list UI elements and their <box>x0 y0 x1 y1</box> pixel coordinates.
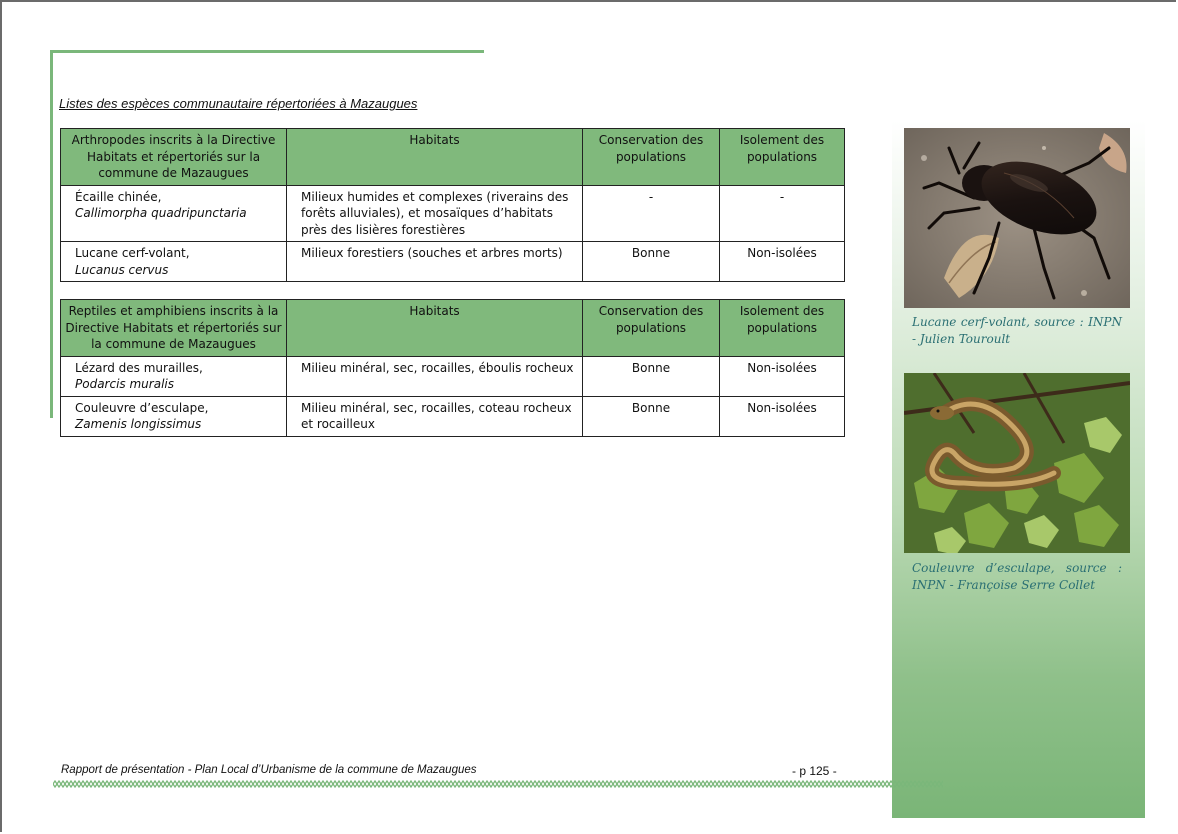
species-common-name: Lucane cerf-volant, <box>75 246 190 260</box>
species-latin-name: Lucanus cervus <box>75 262 169 277</box>
footer-title: Rapport de présentation - Plan Local d’Urbanisme de la commune de Mazaugues <box>61 764 477 776</box>
table-header: Habitats <box>287 129 583 186</box>
habitat-cell: Milieu minéral, sec, rocailles, éboulis rocheux <box>287 356 583 396</box>
species-cell <box>61 396 287 436</box>
table-row <box>61 242 845 282</box>
table-row <box>61 356 845 396</box>
stag-beetle-caption: Lucane cerf-volant, source : INPN - Julien Touroult <box>912 315 1122 346</box>
isolement-cell: Non-isolées <box>720 356 845 396</box>
species-latin-name: Zamenis longissimus <box>75 417 202 431</box>
corner-bracket-top <box>50 50 484 53</box>
species-cell <box>61 242 287 282</box>
section-title: Listes des espèces communautaire répertoriées à Mazaugues <box>59 96 418 111</box>
footer-divider <box>53 780 943 788</box>
table-header: Conservation des populations <box>583 129 720 186</box>
conservation-cell: Bonne <box>583 396 720 436</box>
table-header: Arthropodes inscrits à la Directive Habitats et répertoriés sur la commune de Mazaugues <box>61 129 287 186</box>
isolement-cell: Non-isolées <box>720 242 845 282</box>
conservation-cell: Bonne <box>583 356 720 396</box>
conservation-cell: Bonne <box>583 242 720 282</box>
table-row <box>61 185 845 242</box>
habitat-cell: Milieux forestiers (souches et arbres morts) <box>287 242 583 282</box>
table-row <box>61 396 845 436</box>
species-common-name: Écaille chinée, <box>75 189 162 204</box>
habitat-cell: Milieux humides et complexes (riverains des forêts alluviales), et mosaïques d’habitats près des lisières forestières <box>287 185 583 242</box>
species-cell <box>61 356 287 396</box>
page-number: - p 125 - <box>792 764 837 778</box>
species-common-name: Lézard des murailles, <box>75 360 203 375</box>
species-common-name: Couleuvre d’esculape, <box>75 400 209 415</box>
isolement-cell: - <box>720 185 845 242</box>
arthropods-table <box>60 128 845 282</box>
aesculapian-snake-caption: Couleuvre d’esculape, source : INPN - Françoise Serre Collet <box>912 561 1122 592</box>
reptiles-table <box>60 299 845 437</box>
table-header: Reptiles et amphibiens inscrits à la Directive Habitats et répertoriés sur la commune de Mazaugues <box>61 300 287 357</box>
isolement-cell: Non-isolées <box>720 396 845 436</box>
stag-beetle-photo <box>904 128 1130 308</box>
aesculapian-snake-photo <box>904 373 1130 553</box>
table-header: Conservation des populations <box>583 300 720 357</box>
conservation-cell: - <box>583 185 720 242</box>
table-header: Isolement des populations <box>720 129 845 186</box>
habitat-cell: Milieu minéral, sec, rocailles, coteau rocheux et rocailleux <box>287 396 583 436</box>
table-header: Habitats <box>287 300 583 357</box>
species-latin-name: Callimorpha quadripunctaria <box>75 206 247 220</box>
species-latin-name: Podarcis muralis <box>75 377 174 391</box>
table-header: Isolement des populations <box>720 300 845 357</box>
table-header-row <box>61 129 845 186</box>
species-cell <box>61 185 287 242</box>
table-header-row <box>61 300 845 357</box>
corner-bracket-left <box>50 50 53 418</box>
